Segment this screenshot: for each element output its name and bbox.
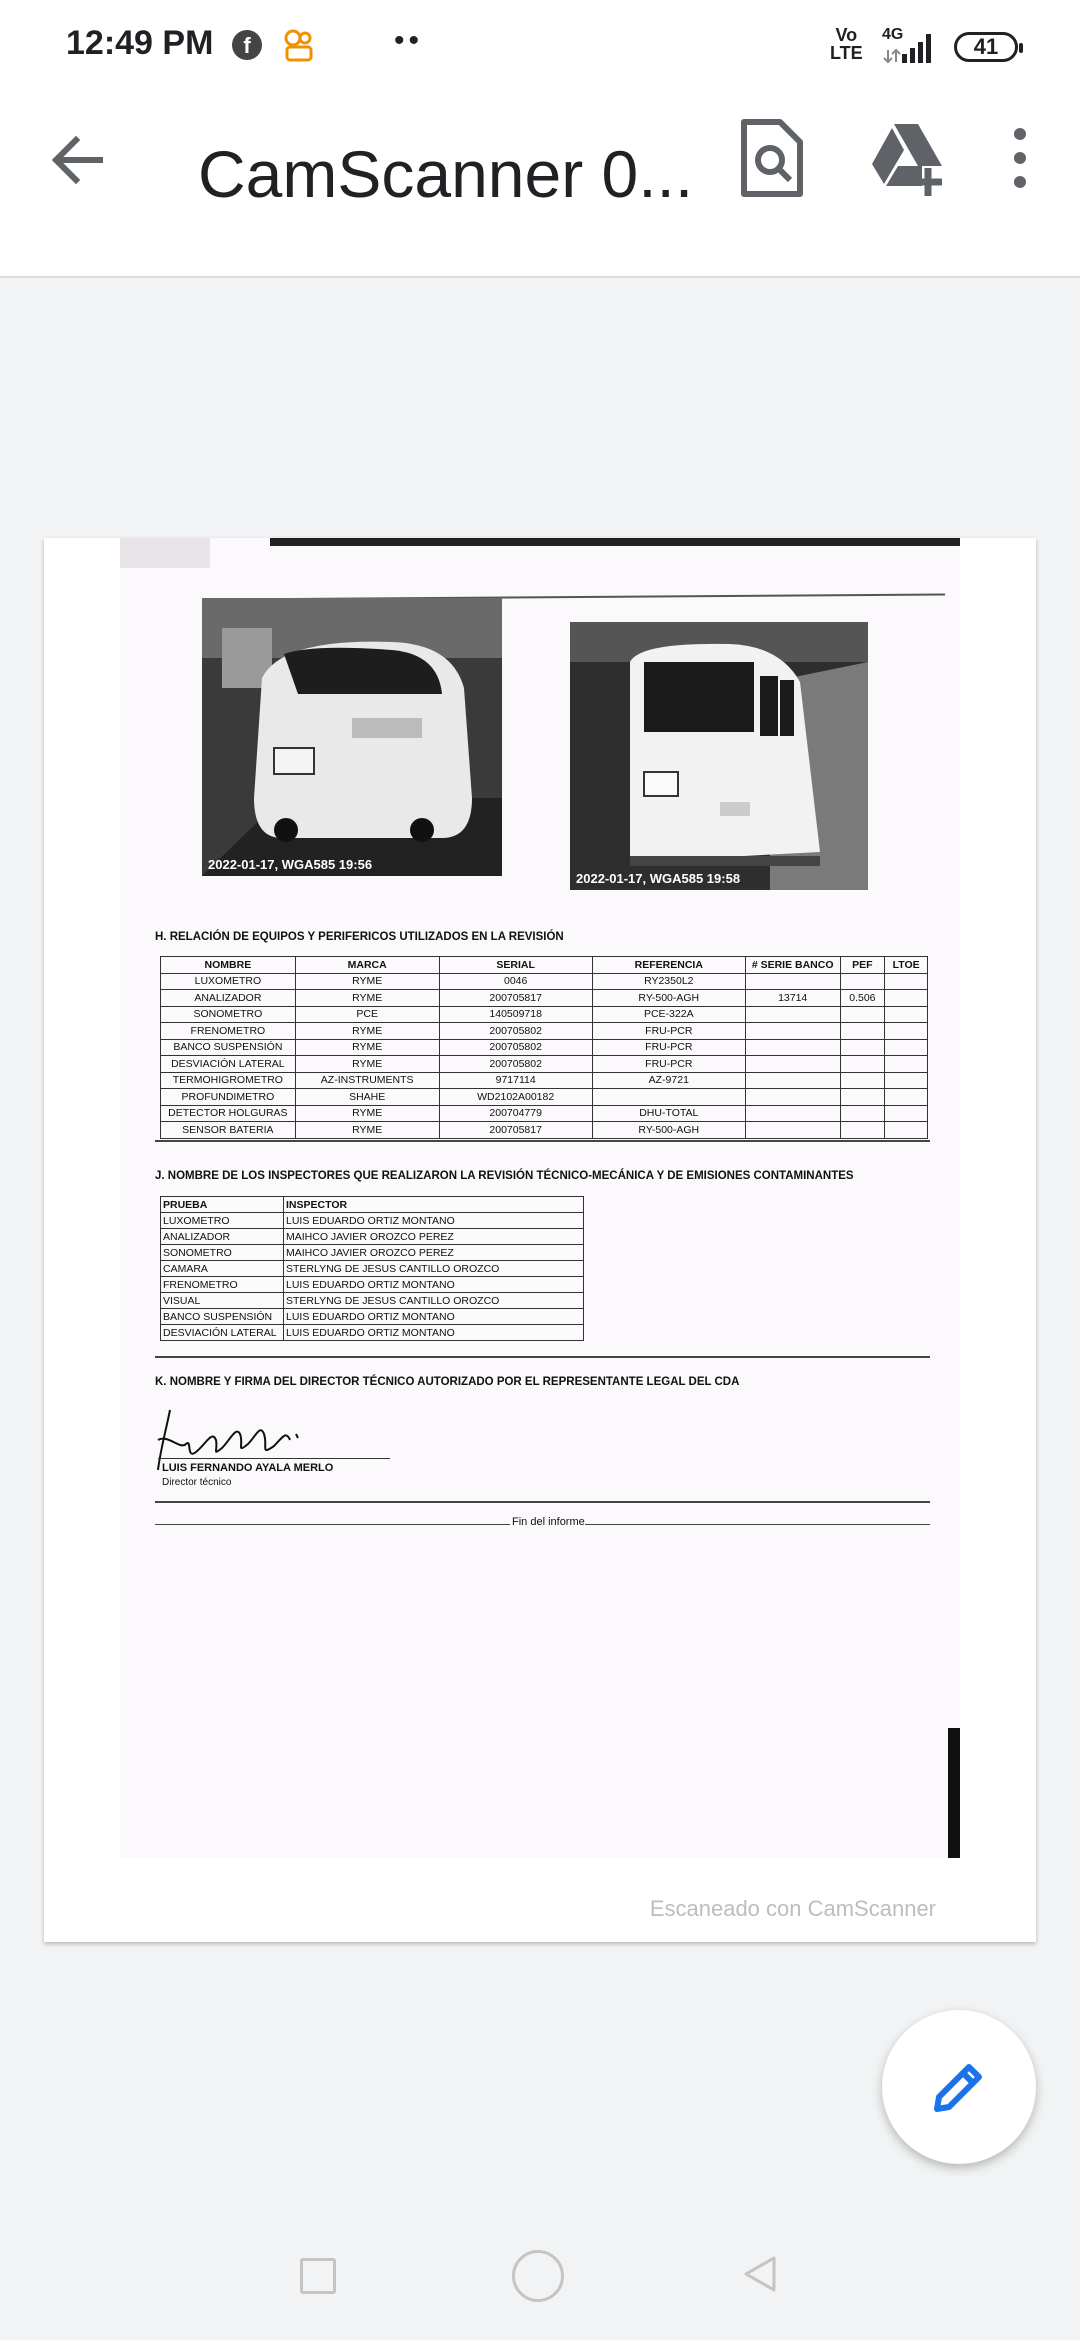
- table-row: [161, 1056, 928, 1073]
- table-cell: BANCO SUSPENSIÓN: [161, 1039, 296, 1056]
- table-cell: LUIS EDUARDO ORTIZ MONTANO: [284, 1277, 584, 1293]
- col-header: PRUEBA: [161, 1197, 284, 1213]
- table-row: [161, 1245, 584, 1261]
- director-name: LUIS FERNANDO AYALA MERLO: [162, 1462, 334, 1474]
- table-cell: 0046: [439, 973, 592, 990]
- section-j-title: J. NOMBRE DE LOS INSPECTORES QUE REALIZARON LA REVISIÓN TÉCNICO-MECÁNICA Y DE EMISIONES CONTAMINANTES: [155, 1170, 854, 1182]
- inspector-table: [160, 1196, 584, 1341]
- end-rule: [585, 1524, 930, 1525]
- col-header: SERIAL: [439, 957, 592, 974]
- table-cell: LUIS EDUARDO ORTIZ MONTANO: [284, 1309, 584, 1325]
- table-cell: [885, 1023, 928, 1040]
- photo-caption: 2022-01-17, WGA585 19:56: [208, 857, 373, 872]
- scan-edge-shadow: [948, 1728, 960, 1858]
- table-cell: [885, 1039, 928, 1056]
- recent-apps-icon[interactable]: [300, 2258, 336, 2294]
- table-row: [161, 990, 928, 1007]
- equipment-table: [160, 956, 928, 1139]
- table-cell: WD2102A00182: [439, 1089, 592, 1106]
- table-cell: SHAHE: [295, 1089, 439, 1106]
- table-cell: SONOMETRO: [161, 1245, 284, 1261]
- table-row: [161, 1105, 928, 1122]
- table-cell: 9717114: [439, 1072, 592, 1089]
- home-icon[interactable]: [512, 2250, 564, 2302]
- table-cell: [592, 1089, 745, 1106]
- end-rule: [155, 1524, 510, 1525]
- table-row: [161, 1006, 928, 1023]
- table-cell: 200705817: [439, 990, 592, 1007]
- table-cell: DETECTOR HOLGURAS: [161, 1105, 296, 1122]
- table-cell: CAMARA: [161, 1261, 284, 1277]
- table-row: [161, 1122, 928, 1139]
- table-cell: 200705802: [439, 1039, 592, 1056]
- table-cell: 200705817: [439, 1122, 592, 1139]
- table-cell: 200704779: [439, 1105, 592, 1122]
- status-time: 12:49 PM: [66, 24, 214, 62]
- facebook-icon: f: [232, 30, 262, 60]
- table-cell: [745, 1023, 840, 1040]
- table-cell: [885, 1105, 928, 1122]
- table-cell: AZ-INSTRUMENTS: [295, 1072, 439, 1089]
- table-cell: BANCO SUSPENSIÓN: [161, 1309, 284, 1325]
- table-cell: RYME: [295, 973, 439, 990]
- table-cell: FRENOMETRO: [161, 1277, 284, 1293]
- table-cell: [885, 990, 928, 1007]
- col-header: LTOE: [885, 957, 928, 974]
- table-cell: [840, 1006, 885, 1023]
- table-cell: [885, 1006, 928, 1023]
- table-cell: LUIS EDUARDO ORTIZ MONTANO: [284, 1325, 584, 1341]
- back-arrow-icon[interactable]: [40, 122, 116, 198]
- table-cell: RY2350L2: [592, 973, 745, 990]
- equipment-table-body: [161, 973, 928, 1138]
- table-cell: [885, 1122, 928, 1139]
- battery-icon: 41: [954, 32, 1018, 62]
- table-header-row: [161, 957, 928, 974]
- table-cell: [840, 1089, 885, 1106]
- table-cell: RYME: [295, 1039, 439, 1056]
- table-cell: [840, 1122, 885, 1139]
- table-cell: [840, 1023, 885, 1040]
- table-cell: 0.506: [840, 990, 885, 1007]
- scan-top-edge: [270, 538, 960, 546]
- col-header: NOMBRE: [161, 957, 296, 974]
- col-header: # SERIE BANCO: [745, 957, 840, 974]
- table-cell: RYME: [295, 1023, 439, 1040]
- table-cell: [745, 1006, 840, 1023]
- table-cell: [745, 1089, 840, 1106]
- scanned-image: [120, 538, 960, 1858]
- section-k-title: K. NOMBRE Y FIRMA DEL DIRECTOR TÉCNICO AUTORIZADO POR EL REPRESENTANTE LEGAL DEL CDA: [155, 1376, 740, 1388]
- table-cell: [885, 1089, 928, 1106]
- inspector-table-body: [161, 1213, 584, 1341]
- vehicle-front-photo: [202, 598, 502, 876]
- page-curl: [120, 538, 210, 568]
- table-header-row: [161, 1197, 584, 1213]
- signature-line: [158, 1458, 390, 1459]
- document-page[interactable]: [44, 538, 1036, 1942]
- edit-button[interactable]: [882, 2010, 1036, 2164]
- table-row: [161, 1325, 584, 1341]
- section-h-title: H. RELACIÓN DE EQUIPOS Y PERIFERICOS UTILIZADOS EN LA REVISIÓN: [155, 931, 564, 943]
- table-cell: [840, 1105, 885, 1122]
- table-cell: [885, 973, 928, 990]
- table-cell: SONOMETRO: [161, 1006, 296, 1023]
- table-cell: RYME: [295, 1122, 439, 1139]
- kwai-icon: [282, 28, 316, 62]
- col-header: INSPECTOR: [284, 1197, 584, 1213]
- app-bar: [0, 92, 1080, 278]
- status-bar: [0, 0, 1080, 92]
- end-rule: [155, 1501, 930, 1503]
- table-cell: SENSOR BATERIA: [161, 1122, 296, 1139]
- table-cell: MAIHCO JAVIER OROZCO PEREZ: [284, 1229, 584, 1245]
- table-cell: 140509718: [439, 1006, 592, 1023]
- table-cell: [745, 1072, 840, 1089]
- table-row: [161, 1229, 584, 1245]
- table-cell: [840, 1056, 885, 1073]
- table-row: [161, 1072, 928, 1089]
- table-cell: STERLYNG DE JESUS CANTILLO OROZCO: [284, 1261, 584, 1277]
- table-row: [161, 1309, 584, 1325]
- table-row: [161, 1261, 584, 1277]
- table-cell: LUXOMETRO: [161, 973, 296, 990]
- table-cell: [745, 1039, 840, 1056]
- table-cell: PCE-322A: [592, 1006, 745, 1023]
- table-cell: FRU-PCR: [592, 1023, 745, 1040]
- col-header: MARCA: [295, 957, 439, 974]
- table-cell: [840, 973, 885, 990]
- table-row: [161, 973, 928, 990]
- table-row: [161, 1039, 928, 1056]
- table-cell: RYME: [295, 1105, 439, 1122]
- table-row: [161, 1023, 928, 1040]
- end-of-report-text: Fin del informe: [512, 1516, 585, 1528]
- network-type: 4G: [882, 26, 904, 43]
- back-triangle-icon[interactable]: [740, 2254, 780, 2294]
- table-cell: VISUAL: [161, 1293, 284, 1309]
- table-cell: [840, 1072, 885, 1089]
- table-cell: AZ-9721: [592, 1072, 745, 1089]
- director-role: Director técnico: [162, 1477, 232, 1488]
- photo-caption: 2022-01-17, WGA585 19:58: [576, 871, 741, 886]
- find-in-page-icon[interactable]: [736, 118, 808, 198]
- table-cell: [745, 1122, 840, 1139]
- table-cell: [745, 1105, 840, 1122]
- table-cell: 200705802: [439, 1023, 592, 1040]
- col-header: REFERENCIA: [592, 957, 745, 974]
- table-cell: LUXOMETRO: [161, 1213, 284, 1229]
- table-cell: [885, 1072, 928, 1089]
- volte-line1: Vo: [835, 25, 858, 45]
- table-row: [161, 1293, 584, 1309]
- table-cell: [885, 1056, 928, 1073]
- table-cell: FRU-PCR: [592, 1056, 745, 1073]
- table-cell: PCE: [295, 1006, 439, 1023]
- table-cell: RY-500-AGH: [592, 990, 745, 1007]
- vehicle-rear-photo: [570, 622, 868, 890]
- table-cell: [840, 1039, 885, 1056]
- vehicle-rear-graphic: [570, 622, 868, 890]
- table-cell: LUIS EDUARDO ORTIZ MONTANO: [284, 1213, 584, 1229]
- table-cell: PROFUNDIMETRO: [161, 1089, 296, 1106]
- document-title: CamScanner 0...: [198, 137, 694, 211]
- table-row: [161, 1277, 584, 1293]
- system-nav-bar: [0, 2224, 1080, 2340]
- table-cell: ANALIZADOR: [161, 1229, 284, 1245]
- vehicle-front-graphic: [202, 598, 502, 876]
- col-header: PEF: [840, 957, 885, 974]
- table-row: [161, 1213, 584, 1229]
- table-cell: DESVIACIÓN LATERAL: [161, 1325, 284, 1341]
- edit-pencil-icon: [927, 2055, 991, 2119]
- table-cell: STERLYNG DE JESUS CANTILLO OROZCO: [284, 1293, 584, 1309]
- add-to-drive-icon[interactable]: [868, 120, 948, 196]
- table-cell: FRENOMETRO: [161, 1023, 296, 1040]
- status-dots: ••: [394, 24, 424, 57]
- camscanner-watermark: Escaneado con CamScanner: [649, 1896, 936, 1921]
- table-cell: 200705802: [439, 1056, 592, 1073]
- table-cell: MAIHCO JAVIER OROZCO PEREZ: [284, 1245, 584, 1261]
- table-cell: RYME: [295, 1056, 439, 1073]
- table-cell: [745, 1056, 840, 1073]
- more-vert-icon[interactable]: [1000, 118, 1040, 198]
- section-rule: [155, 1356, 930, 1358]
- table-cell: 13714: [745, 990, 840, 1007]
- table-row: [161, 1089, 928, 1106]
- table-cell: DHU-TOTAL: [592, 1105, 745, 1122]
- section-rule: [155, 1140, 930, 1142]
- table-cell: DESVIACIÓN LATERAL: [161, 1056, 296, 1073]
- volte-indicator: [830, 26, 863, 62]
- volte-line2: LTE: [830, 43, 863, 63]
- table-cell: RYME: [295, 990, 439, 1007]
- table-cell: TERMOHIGROMETRO: [161, 1072, 296, 1089]
- table-cell: ANALIZADOR: [161, 990, 296, 1007]
- table-cell: [745, 973, 840, 990]
- table-cell: RY-500-AGH: [592, 1122, 745, 1139]
- table-cell: FRU-PCR: [592, 1039, 745, 1056]
